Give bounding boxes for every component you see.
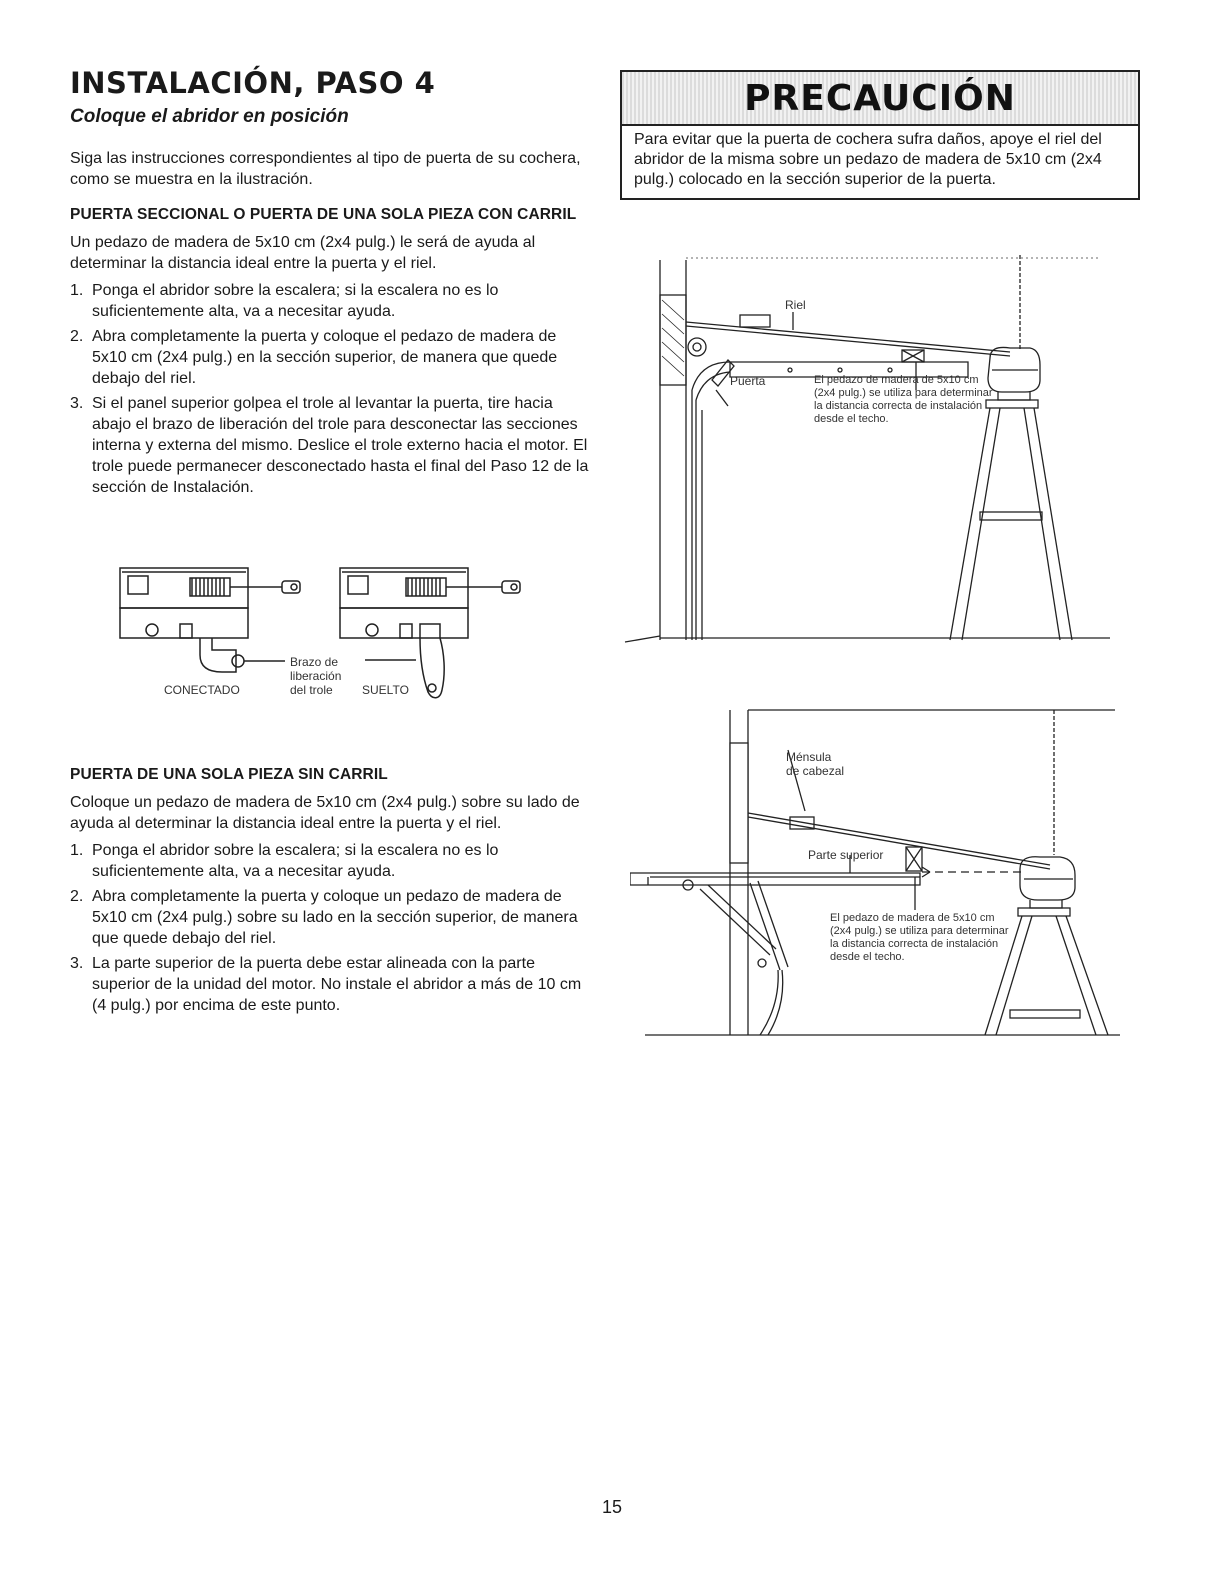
list-item: 3. La parte superior de la puerta debe estar alineada con la parte superior de la unidad del motor. No instale el abridor a más de 10 cm (4 pulg.) por encima de este punto. xyxy=(70,955,582,1014)
section2-heading: PUERTA DE UNA SOLA PIEZA SIN CARRIL xyxy=(70,766,388,783)
caution-heading: PRECAUCIÓN xyxy=(744,78,1016,119)
bracket-label-1: Ménsula xyxy=(786,750,832,764)
page-number: 15 xyxy=(601,1497,623,1517)
door-label: Puerta xyxy=(730,374,766,388)
page-title: INSTALACIÓN, PASO 4 xyxy=(70,66,436,100)
section2-text: Coloque un pedazo de madera de 5x10 cm (2x4 pulg.) sobre su lado de ayuda al determinar la distancia ideal entre la puerta y el riel. xyxy=(70,794,580,832)
list-item: 2. Abra completamente la puerta y coloque un pedazo de madera de 5x10 cm (2x4 pulg.) sobre su lado en la sección superior, de manera que quede debajo del riel. xyxy=(70,888,578,947)
intro-text: Siga las instrucciones correspondientes al tipo de puerta de su cochera, como se muestra en la ilustración. xyxy=(70,150,581,188)
wood-label-figure2: El pedazo de madera de 5x10 cm (2x4 pulg.) se utiliza para determinar la distancia correcta de instalación desde el techo. xyxy=(830,912,1009,963)
caution-box xyxy=(620,70,1140,200)
release-arm-label-2: liberación xyxy=(290,669,342,683)
bracket-label-2: de cabezal xyxy=(786,764,845,778)
section1-text: Un pedazo de madera de 5x10 cm (2x4 pulg.) le será de ayuda al determinar la distancia ideal entre la puerta y el riel. xyxy=(70,234,536,272)
rail-label: Riel xyxy=(785,298,806,312)
caution-text: Para evitar que la puerta de cochera sufra daños, apoye el riel del abridor de la misma sobre un pedazo de madera de 5x10 cm (2x4 pulg.) colocado en la sección superior de la puerta. xyxy=(634,131,1102,188)
sectional-door-illustration xyxy=(620,250,1110,650)
list-item: 2. Abra completamente la puerta y coloque el pedazo de madera de 5x10 cm (2x4 pulg.) en la sección superior, de manera que quede debajo del riel. xyxy=(70,328,558,387)
section2-steps xyxy=(70,840,595,1020)
page-subtitle: Coloque el abridor en posición xyxy=(70,106,349,127)
caution-header xyxy=(622,72,1138,126)
section1-heading: PUERTA SECCIONAL O PUERTA DE UNA SOLA PIEZA CON CARRIL xyxy=(70,206,577,223)
released-label: SUELTO xyxy=(362,683,409,697)
wood-label-figure1: El pedazo de madera de 5x10 cm (2x4 pulg.) se utiliza para determinar la distancia correcta de instalación desde el techo. xyxy=(814,374,993,425)
list-item: 1. Ponga el abridor sobre la escalera; si la escalera no es lo suficientemente alta, va a necesitar ayuda. xyxy=(70,842,499,880)
list-item: 1. Ponga el abridor sobre la escalera; si la escalera no es lo suficientemente alta, va a necesitar ayuda. xyxy=(70,282,499,320)
one-piece-door-illustration xyxy=(630,705,1120,1045)
release-arm-label-1: Brazo de xyxy=(290,655,339,669)
release-arm-label-3: del trole xyxy=(290,683,333,697)
connected-label: CONECTADO xyxy=(164,683,240,697)
section1-steps xyxy=(70,280,595,502)
top-label: Parte superior xyxy=(808,848,884,862)
list-item: 3. Si el panel superior golpea el trole al levantar la puerta, tire hacia abajo el brazo de liberación del trole para desconectar las secciones interna y externa del mismo. Deslice el trole externo hacia el motor. El trole puede permanecer desconectado hasta el final del Paso 12 de la sección de Instalación. xyxy=(70,395,589,496)
